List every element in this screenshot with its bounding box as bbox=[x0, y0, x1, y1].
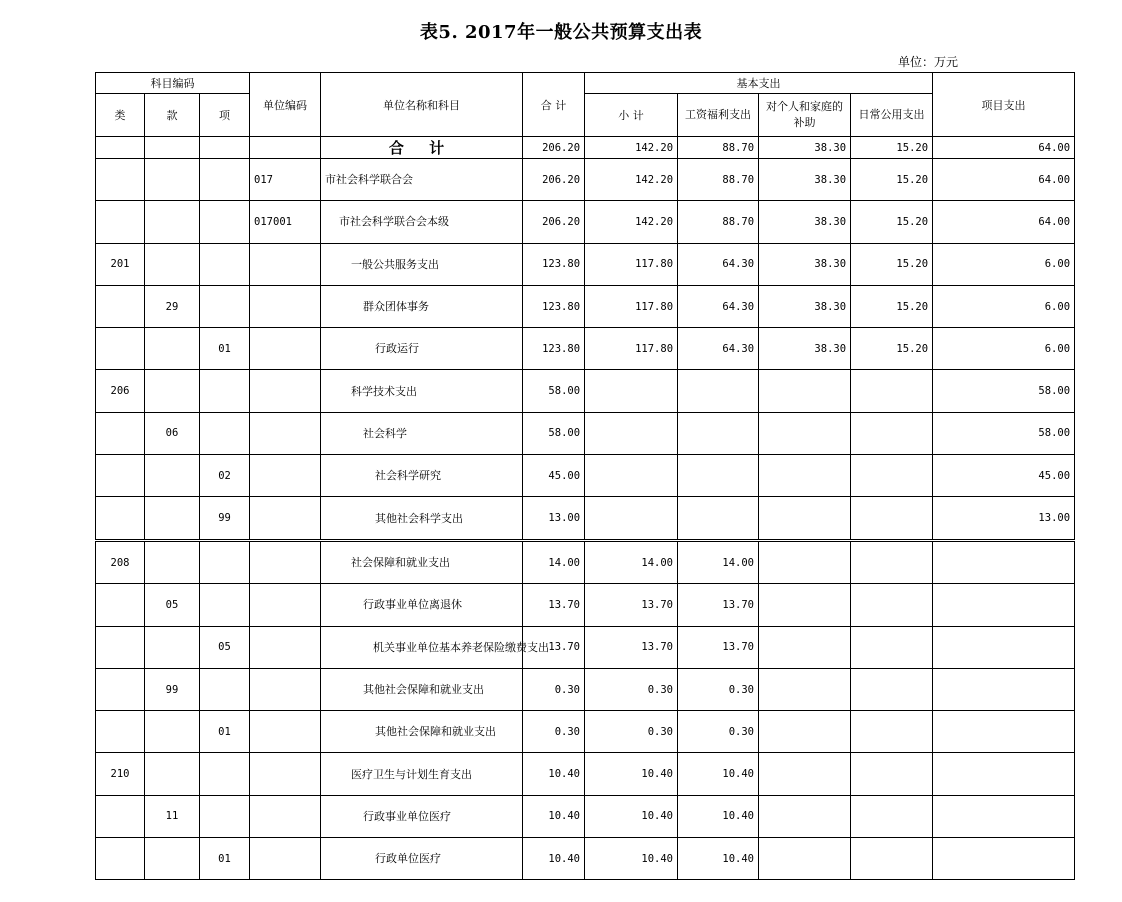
row-project: 45.00 bbox=[933, 455, 1075, 497]
row-personal bbox=[759, 753, 851, 795]
row-daily: 15.20 bbox=[851, 201, 933, 243]
row-daily bbox=[851, 711, 933, 753]
row-daily: 15.20 bbox=[851, 285, 933, 327]
row-daily bbox=[851, 412, 933, 454]
row-unit-code bbox=[250, 497, 321, 539]
row-total: 13.70 bbox=[523, 626, 585, 668]
row-personal bbox=[759, 412, 851, 454]
row-name: 社会保障和就业支出 bbox=[321, 542, 523, 584]
row-xiang bbox=[200, 753, 250, 795]
header-personal: 对个人和家庭的补助 bbox=[759, 94, 851, 137]
row-kuan bbox=[145, 497, 200, 539]
row-unit-code bbox=[250, 542, 321, 584]
row-name: 市社会科学联合会本级 bbox=[321, 201, 523, 243]
row-unit-code bbox=[250, 668, 321, 710]
row-kuan bbox=[145, 711, 200, 753]
row-xiang bbox=[200, 584, 250, 626]
row-lei bbox=[96, 201, 145, 243]
row-total: 123.80 bbox=[523, 328, 585, 370]
row-xiang bbox=[200, 795, 250, 837]
header-project: 项目支出 bbox=[933, 73, 1075, 137]
table-row bbox=[96, 412, 1075, 454]
row-daily: 15.20 bbox=[851, 159, 933, 201]
row-personal bbox=[759, 455, 851, 497]
row-wages bbox=[678, 370, 759, 412]
row-xiang: 05 bbox=[200, 626, 250, 668]
table-row bbox=[96, 626, 1075, 668]
row-lei bbox=[96, 668, 145, 710]
row-project: 58.00 bbox=[933, 370, 1075, 412]
row-name: 行政事业单位离退休 bbox=[321, 584, 523, 626]
table-rows-2 bbox=[96, 542, 1075, 880]
row-subtotal: 142.20 bbox=[585, 201, 678, 243]
row-personal: 38.30 bbox=[759, 285, 851, 327]
row-unit-code bbox=[250, 626, 321, 668]
row-total: 10.40 bbox=[523, 753, 585, 795]
row-xiang bbox=[200, 159, 250, 201]
row-xiang bbox=[200, 370, 250, 412]
row-project: 6.00 bbox=[933, 285, 1075, 327]
table-row bbox=[96, 711, 1075, 753]
row-project bbox=[933, 626, 1075, 668]
row-subtotal: 10.40 bbox=[585, 795, 678, 837]
row-project: 64.00 bbox=[933, 201, 1075, 243]
row-total: 0.30 bbox=[523, 668, 585, 710]
row-daily: 15.20 bbox=[851, 328, 933, 370]
row-kuan: 06 bbox=[145, 412, 200, 454]
row-subtotal: 0.30 bbox=[585, 668, 678, 710]
row-unit-code: 017 bbox=[250, 159, 321, 201]
budget-table-part-2 bbox=[95, 541, 1075, 880]
row-daily bbox=[851, 668, 933, 710]
row-lei: 210 bbox=[96, 753, 145, 795]
row-total: 206.20 bbox=[523, 201, 585, 243]
row-subtotal bbox=[585, 455, 678, 497]
row-subtotal: 13.70 bbox=[585, 626, 678, 668]
total-row bbox=[96, 137, 1075, 159]
header-xiang: 项 bbox=[200, 94, 250, 137]
row-name: 医疗卫生与计划生育支出 bbox=[321, 753, 523, 795]
total-subtotal: 142.20 bbox=[585, 137, 678, 159]
header-unit-code: 单位编码 bbox=[250, 73, 321, 137]
page-title: 表5. 2017年一般公共预算支出表 bbox=[419, 22, 703, 43]
row-unit-code bbox=[250, 838, 321, 880]
row-subtotal bbox=[585, 497, 678, 539]
row-personal: 38.30 bbox=[759, 243, 851, 285]
row-kuan bbox=[145, 243, 200, 285]
row-wages: 64.30 bbox=[678, 285, 759, 327]
row-project bbox=[933, 795, 1075, 837]
row-unit-code bbox=[250, 455, 321, 497]
row-lei: 206 bbox=[96, 370, 145, 412]
row-wages: 0.30 bbox=[678, 668, 759, 710]
row-personal bbox=[759, 542, 851, 584]
row-kuan bbox=[145, 455, 200, 497]
row-total: 13.00 bbox=[523, 497, 585, 539]
row-project: 6.00 bbox=[933, 328, 1075, 370]
total-personal: 38.30 bbox=[759, 137, 851, 159]
row-kuan: 05 bbox=[145, 584, 200, 626]
row-xiang bbox=[200, 243, 250, 285]
row-total: 0.30 bbox=[523, 711, 585, 753]
row-unit-code bbox=[250, 328, 321, 370]
row-unit-code bbox=[250, 584, 321, 626]
row-kuan bbox=[145, 328, 200, 370]
row-kuan bbox=[145, 370, 200, 412]
row-project bbox=[933, 668, 1075, 710]
table-row bbox=[96, 370, 1075, 412]
row-subtotal: 14.00 bbox=[585, 542, 678, 584]
row-xiang: 01 bbox=[200, 328, 250, 370]
row-kuan bbox=[145, 159, 200, 201]
row-project: 58.00 bbox=[933, 412, 1075, 454]
row-name: 一般公共服务支出 bbox=[321, 243, 523, 285]
row-project bbox=[933, 584, 1075, 626]
row-wages: 13.70 bbox=[678, 626, 759, 668]
row-wages: 64.30 bbox=[678, 328, 759, 370]
row-name: 群众团体事务 bbox=[321, 285, 523, 327]
row-lei bbox=[96, 412, 145, 454]
row-total: 58.00 bbox=[523, 412, 585, 454]
row-wages: 10.40 bbox=[678, 753, 759, 795]
row-personal bbox=[759, 584, 851, 626]
row-xiang: 01 bbox=[200, 838, 250, 880]
row-unit-code bbox=[250, 370, 321, 412]
row-project bbox=[933, 711, 1075, 753]
row-lei bbox=[96, 795, 145, 837]
row-xiang bbox=[200, 668, 250, 710]
row-wages: 13.70 bbox=[678, 584, 759, 626]
total-daily: 15.20 bbox=[851, 137, 933, 159]
row-kuan bbox=[145, 542, 200, 584]
table-row bbox=[96, 838, 1075, 880]
row-subtotal: 117.80 bbox=[585, 243, 678, 285]
row-name: 其他社会保障和就业支出 bbox=[321, 668, 523, 710]
row-total: 13.70 bbox=[523, 584, 585, 626]
row-daily bbox=[851, 753, 933, 795]
header-kuan: 款 bbox=[145, 94, 200, 137]
table-row bbox=[96, 159, 1075, 201]
row-kuan bbox=[145, 838, 200, 880]
row-wages: 0.30 bbox=[678, 711, 759, 753]
row-lei bbox=[96, 159, 145, 201]
row-subtotal: 13.70 bbox=[585, 584, 678, 626]
row-total: 10.40 bbox=[523, 838, 585, 880]
row-unit-code bbox=[250, 753, 321, 795]
row-project: 13.00 bbox=[933, 497, 1075, 539]
row-project bbox=[933, 838, 1075, 880]
row-xiang bbox=[200, 412, 250, 454]
row-daily bbox=[851, 497, 933, 539]
header-basic: 基本支出 bbox=[585, 73, 933, 94]
row-daily bbox=[851, 795, 933, 837]
header-subject-code: 科目编码 bbox=[96, 73, 250, 94]
row-personal bbox=[759, 626, 851, 668]
row-personal: 38.30 bbox=[759, 201, 851, 243]
table-row bbox=[96, 584, 1075, 626]
row-kuan bbox=[145, 201, 200, 243]
row-wages: 14.00 bbox=[678, 542, 759, 584]
table-row bbox=[96, 542, 1075, 584]
row-wages: 64.30 bbox=[678, 243, 759, 285]
header-subtotal: 小 计 bbox=[585, 94, 678, 137]
row-name: 其他社会保障和就业支出 bbox=[321, 711, 523, 753]
row-daily: 15.20 bbox=[851, 243, 933, 285]
row-daily bbox=[851, 370, 933, 412]
row-total: 123.80 bbox=[523, 243, 585, 285]
row-lei bbox=[96, 711, 145, 753]
table-row bbox=[96, 455, 1075, 497]
row-total: 58.00 bbox=[523, 370, 585, 412]
row-subtotal: 142.20 bbox=[585, 159, 678, 201]
table-header bbox=[96, 73, 1075, 137]
total-wages: 88.70 bbox=[678, 137, 759, 159]
row-personal: 38.30 bbox=[759, 328, 851, 370]
table-rows-1 bbox=[96, 159, 1075, 540]
row-project: 64.00 bbox=[933, 159, 1075, 201]
table-row bbox=[96, 497, 1075, 539]
row-project bbox=[933, 542, 1075, 584]
row-unit-code bbox=[250, 285, 321, 327]
row-kuan: 29 bbox=[145, 285, 200, 327]
row-daily bbox=[851, 542, 933, 584]
row-xiang bbox=[200, 201, 250, 243]
table-row bbox=[96, 668, 1075, 710]
row-name: 市社会科学联合会 bbox=[321, 159, 523, 201]
row-subtotal: 10.40 bbox=[585, 838, 678, 880]
row-unit-code bbox=[250, 711, 321, 753]
row-lei bbox=[96, 497, 145, 539]
header-daily: 日常公用支出 bbox=[851, 94, 933, 137]
row-lei: 208 bbox=[96, 542, 145, 584]
row-name: 行政事业单位医疗 bbox=[321, 795, 523, 837]
row-daily bbox=[851, 626, 933, 668]
row-unit-code: 017001 bbox=[250, 201, 321, 243]
row-subtotal bbox=[585, 412, 678, 454]
row-project bbox=[933, 753, 1075, 795]
table-row bbox=[96, 243, 1075, 285]
row-kuan bbox=[145, 753, 200, 795]
row-wages: 88.70 bbox=[678, 159, 759, 201]
row-wages: 88.70 bbox=[678, 201, 759, 243]
row-name: 科学技术支出 bbox=[321, 370, 523, 412]
header-total: 合 计 bbox=[523, 73, 585, 137]
row-personal bbox=[759, 668, 851, 710]
row-subtotal bbox=[585, 370, 678, 412]
row-wages bbox=[678, 412, 759, 454]
budget-table-part-1 bbox=[95, 72, 1075, 540]
row-personal bbox=[759, 711, 851, 753]
row-subtotal: 10.40 bbox=[585, 753, 678, 795]
row-daily bbox=[851, 838, 933, 880]
row-wages bbox=[678, 497, 759, 539]
row-name: 社会科学研究 bbox=[321, 455, 523, 497]
row-total: 14.00 bbox=[523, 542, 585, 584]
row-personal bbox=[759, 795, 851, 837]
row-total: 123.80 bbox=[523, 285, 585, 327]
row-wages bbox=[678, 455, 759, 497]
row-unit-code bbox=[250, 795, 321, 837]
row-xiang: 01 bbox=[200, 711, 250, 753]
table-row bbox=[96, 328, 1075, 370]
row-subtotal: 0.30 bbox=[585, 711, 678, 753]
row-xiang: 02 bbox=[200, 455, 250, 497]
row-total: 45.00 bbox=[523, 455, 585, 497]
total-label: 合 计 bbox=[321, 137, 523, 159]
row-name: 行政单位医疗 bbox=[321, 838, 523, 880]
row-kuan: 11 bbox=[145, 795, 200, 837]
total-project: 64.00 bbox=[933, 137, 1075, 159]
row-personal bbox=[759, 838, 851, 880]
row-lei bbox=[96, 455, 145, 497]
unit-label: 单位：万元 bbox=[898, 55, 959, 69]
header-wages: 工资福利支出 bbox=[678, 94, 759, 137]
table-row bbox=[96, 753, 1075, 795]
table-row bbox=[96, 201, 1075, 243]
row-name: 机关事业单位基本养老保险缴费支出 bbox=[321, 626, 523, 668]
table-row bbox=[96, 795, 1075, 837]
row-kuan bbox=[145, 626, 200, 668]
row-total: 206.20 bbox=[523, 159, 585, 201]
row-name: 社会科学 bbox=[321, 412, 523, 454]
row-name: 其他社会科学支出 bbox=[321, 497, 523, 539]
row-lei bbox=[96, 626, 145, 668]
row-daily bbox=[851, 584, 933, 626]
row-personal bbox=[759, 370, 851, 412]
table-body bbox=[96, 137, 1075, 159]
row-lei bbox=[96, 584, 145, 626]
row-personal: 38.30 bbox=[759, 159, 851, 201]
row-unit-code bbox=[250, 243, 321, 285]
row-unit-code bbox=[250, 412, 321, 454]
row-daily bbox=[851, 455, 933, 497]
row-subtotal: 117.80 bbox=[585, 285, 678, 327]
row-name: 行政运行 bbox=[321, 328, 523, 370]
row-subtotal: 117.80 bbox=[585, 328, 678, 370]
row-lei bbox=[96, 838, 145, 880]
header-name: 单位名称和科目 bbox=[321, 73, 523, 137]
row-wages: 10.40 bbox=[678, 838, 759, 880]
row-lei bbox=[96, 328, 145, 370]
total-total: 206.20 bbox=[523, 137, 585, 159]
row-lei: 201 bbox=[96, 243, 145, 285]
header-lei: 类 bbox=[96, 94, 145, 137]
row-project: 6.00 bbox=[933, 243, 1075, 285]
row-wages: 10.40 bbox=[678, 795, 759, 837]
row-xiang bbox=[200, 542, 250, 584]
row-xiang bbox=[200, 285, 250, 327]
row-xiang: 99 bbox=[200, 497, 250, 539]
row-kuan: 99 bbox=[145, 668, 200, 710]
row-total: 10.40 bbox=[523, 795, 585, 837]
table-row bbox=[96, 285, 1075, 327]
row-lei bbox=[96, 285, 145, 327]
row-personal bbox=[759, 497, 851, 539]
